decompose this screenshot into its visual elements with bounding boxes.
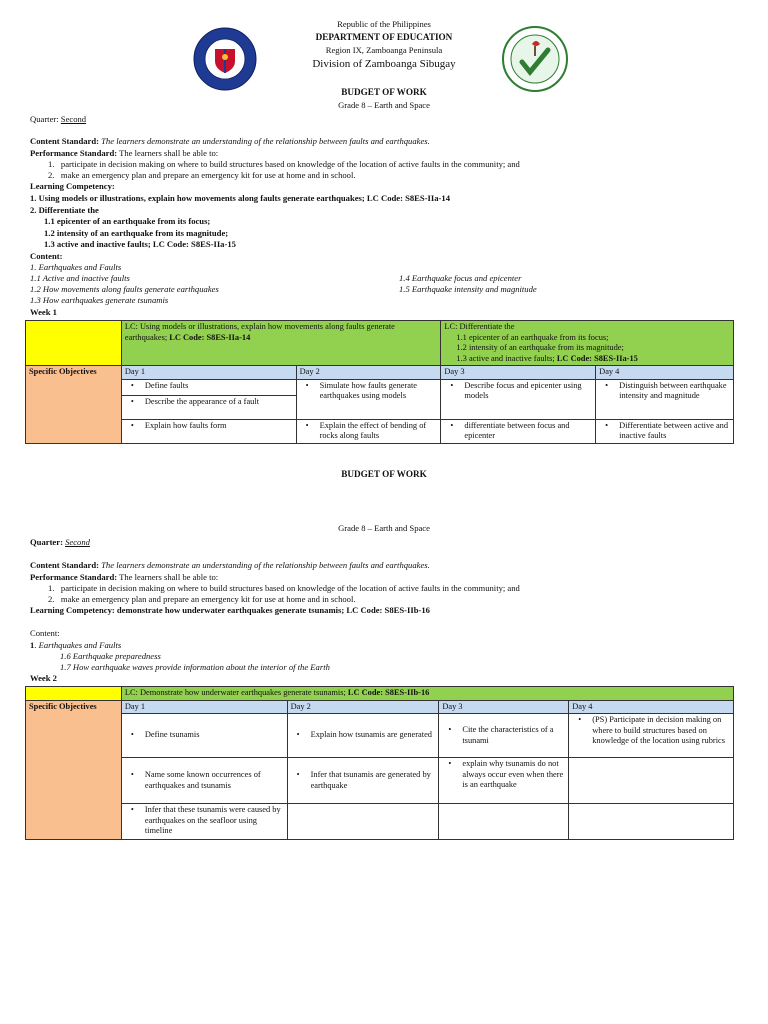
section1-content-item-1: 1. Earthquakes and Faults [30, 262, 122, 272]
section2-perf-item-2: 2. make an emergency plan and prepare an emergency kit for use at home and in school. [48, 594, 356, 604]
week2-day-1: Day 1 [121, 700, 287, 714]
header-region: Region IX, Zamboanga Peninsula [325, 45, 443, 55]
week1-day-3: Day 3 [441, 366, 596, 380]
week2-r1-c1: • Define tsunamis [121, 714, 287, 758]
week2-r3-c3 [439, 804, 569, 840]
section2-content-item-2: 1.6 Earthquake preparedness [60, 651, 161, 661]
section1-perf-item-1: 1. participate in decision making on where to build structures based on knowledge of the location of active faults in the community; and [48, 159, 520, 169]
section2-quarter: Quarter: Second [30, 537, 90, 547]
week2-r2-c1: • Name some known occurrences of earthquakes and tsunamis [121, 758, 287, 804]
week2-r3-c1: • Infer that these tsunamis were caused by earthquakes on the seafloor using timeline [121, 804, 287, 840]
week1-lc-left: LC: Using models or illustrations, explain how movements along faults generate earthquakes; LC Code: S8ES-IIa-14 [121, 321, 441, 366]
section1-content-item-2: 1.1 Active and inactive faults [30, 273, 130, 283]
week2-day-4: Day 4 [569, 700, 734, 714]
section2-title: BUDGET OF WORK [341, 469, 427, 479]
week2-r3-c2 [287, 804, 439, 840]
section1-content-standard: Content Standard: The learners demonstrate an understanding of the relationship between faults and earthquakes. [30, 136, 430, 146]
section1-grade: Grade 8 – Earth and Space [338, 100, 430, 110]
week1-day-1: Day 1 [121, 366, 296, 380]
week2-lc: LC: Demonstrate how underwater earthquakes generate tsunamis; LC Code: S8ES-IIb-16 [121, 687, 733, 701]
section1-performance-standard: Performance Standard: The learners shall be able to: [30, 148, 219, 158]
section2-content-item-3: 1.7 How earthquake waves provide information about the interior of the Earth [60, 662, 330, 672]
week2-r1-c2: • Explain how tsunamis are generated [287, 714, 439, 758]
section1-lc-2-item-3: 1.3 active and inactive faults; LC Code: S8ES-IIa-15 [44, 239, 236, 249]
week1-r1-c1: • Define faults [121, 379, 296, 395]
section2-week: Week 2 [30, 673, 57, 683]
week2-r3-c4 [569, 804, 734, 840]
week1-r1-c3: • Describe focus and epicenter using models [441, 379, 596, 419]
week1-table [25, 320, 734, 444]
section1-content-item-3: 1.2 How movements along faults generate earthquakes [30, 284, 219, 294]
week2-r2-c4 [569, 758, 734, 804]
section1-content-label: Content: [30, 251, 63, 261]
week2-r1-c3: • Cite the characteristics of a tsunami [439, 714, 569, 758]
section2-content-item-1: 1. Earthquakes and Faults [30, 640, 122, 650]
week1-r2-c1: • Explain how faults form [121, 419, 296, 443]
section2-content-label: Content: [30, 628, 60, 638]
week1-r1-c2: • Simulate how faults generate earthquakes using models [296, 379, 441, 419]
week2-corner-cell [26, 687, 122, 701]
week2-table [25, 686, 734, 840]
week2-day-3: Day 3 [439, 700, 569, 714]
week2-r2-c3: • explain why tsunamis do not always occur even when there is an earthquake [439, 758, 569, 804]
week1-lc-right: LC: Differentiate the 1.1 epicenter of an earthquake from its focus; 1.2 intensity of an earthquake from its magnitude; 1.3 active and inactive faults; LC Code: S8ES-IIa-15 [441, 321, 734, 366]
week1-corner-cell [26, 321, 122, 366]
header-republic: Republic of the Philippines [337, 19, 431, 29]
week1-r2-c2: • Explain the effect of bending of rocks along faults [296, 419, 441, 443]
section1-lc-2-item-2: 1.2 intensity of an earthquake from its magnitude; [44, 228, 229, 238]
section1-perf-item-2: 2. make an emergency plan and prepare an emergency kit for use at home and in school. [48, 170, 356, 180]
section2-performance-standard: Performance Standard: The learners shall be able to: [30, 572, 219, 582]
section1-content-item-6: 1.5 Earthquake intensity and magnitude [399, 284, 537, 294]
week1-day-2: Day 2 [296, 366, 441, 380]
week1-objectives-label: Specific Objectives [26, 366, 122, 444]
week2-r2-c2: • Infer that tsunamis are generated by earthquake [287, 758, 439, 804]
section2-content-standard: Content Standard: The learners demonstrate an understanding of the relationship between faults and earthquakes. [30, 560, 430, 570]
section1-content-item-5: 1.4 Earthquake focus and epicenter [399, 273, 522, 283]
week2-r1-c4: • (PS) Participate in decision making on where to build structures based on knowledge of the location using rubrics [569, 714, 734, 758]
week1-day-4: Day 4 [596, 366, 734, 380]
section2-perf-item-1: 1. participate in decision making on where to build structures based on knowledge of the location of active faults in the community; and [48, 583, 520, 593]
week2-day-2: Day 2 [287, 700, 439, 714]
section1-quarter: Quarter: Second [30, 114, 87, 124]
section2-lc: Learning Competency: demonstrate how underwater earthquakes generate tsunamis; LC Code: S8ES-IIb-16 [30, 605, 430, 615]
section1-content-item-4: 1.3 How earthquakes generate tsunamis [30, 295, 169, 305]
week1-r1-c4: • Distinguish between earthquake intensity and magnitude [596, 379, 734, 419]
section1-lc-1: 1. Using models or illustrations, explain how movements along faults generate earthquakes; LC Code: S8ES-IIa-14 [30, 193, 450, 203]
section1-lc-2: 2. Differentiate the [30, 205, 99, 215]
week1-r2-c4: • Differentiate between active and inactive faults [596, 419, 734, 443]
section1-lc-2-item-1: 1.1 epicenter of an earthquake from its focus; [44, 216, 211, 226]
section2-grade: Grade 8 – Earth and Space [338, 523, 430, 533]
week2-objectives-label: Specific Objectives [26, 700, 122, 840]
header-division: Division of Zamboanga Sibugay [312, 58, 456, 70]
section1-lc-label: Learning Competency: [30, 181, 115, 191]
week1-r1b-c1: • Describe the appearance of a fault [121, 395, 296, 419]
header-department: DEPARTMENT OF EDUCATION [315, 32, 453, 42]
week1-r2-c3: • differentiate between focus and epicenter [441, 419, 596, 443]
section1-title: BUDGET OF WORK [341, 87, 427, 97]
section1-week: Week 1 [30, 307, 57, 317]
